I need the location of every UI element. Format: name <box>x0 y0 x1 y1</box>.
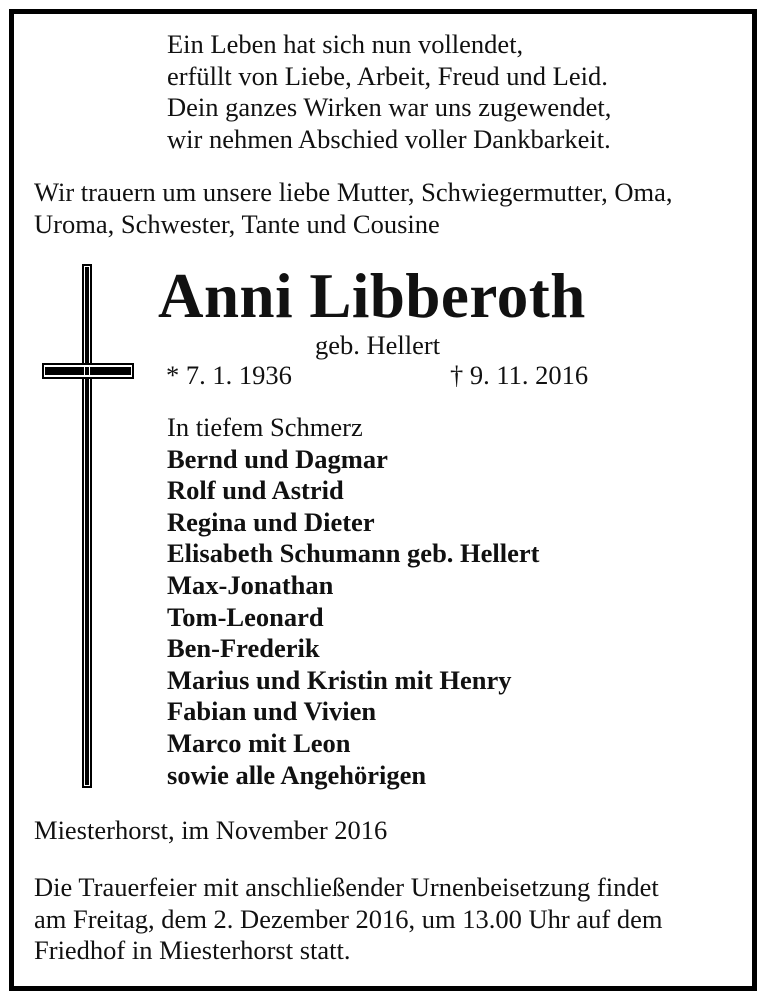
mourner-name: Tom-Leonard <box>167 601 324 632</box>
place-date: Miesterhorst, im November 2016 <box>34 815 388 845</box>
poem-line: Ein Leben hat sich nun vollendet, <box>167 29 524 59</box>
mourner-name: Ben-Frederik <box>167 633 320 664</box>
mourner-name: Max-Jonathan <box>167 569 334 600</box>
birth-date: * 7. 1. 1936 <box>166 360 292 390</box>
intro-line: Uroma, Schwester, Tante und Cousine <box>34 208 440 239</box>
cross-icon <box>40 260 136 792</box>
service-line: Die Trauerfeier mit anschließender Urnenbeisetzung findet <box>34 872 659 902</box>
birth-name: geb. Hellert <box>315 330 441 360</box>
mourners-heading: In tiefem Schmerz <box>167 412 363 442</box>
mourner-name: Marco mit Leon <box>167 727 351 758</box>
mourner-name: Marius und Kristin mit Henry <box>167 664 512 695</box>
service-line: Friedhof in Miesterhorst statt. <box>34 935 351 966</box>
death-date: † 9. 11. 2016 <box>450 360 589 390</box>
deceased-name: Anni Libberoth <box>158 261 586 331</box>
mourning-intro <box>34 177 672 240</box>
intro-line: Wir trauern um unsere liebe Mutter, Schwiegermutter, Oma, <box>34 177 673 207</box>
poem-line: erfüllt von Liebe, Arbeit, Freud und Leid. <box>167 60 608 91</box>
service-line: am Freitag, dem 2. Dezember 2016, um 13.00 Uhr auf dem <box>34 903 663 934</box>
mourner-name: sowie alle Angehörigen <box>167 759 427 790</box>
mourner-name: Elisabeth Schumann geb. Hellert <box>167 538 540 569</box>
poem-line: wir nehmen Abschied voller Dankbarkeit. <box>167 123 611 154</box>
mourner-name: Bernd und Dagmar <box>167 443 388 474</box>
poem-line: Dein ganzes Wirken war uns zugewendet, <box>167 92 612 123</box>
mourner-name: Regina und Dieter <box>167 506 375 537</box>
mourners-list <box>167 412 540 791</box>
funeral-service-info <box>34 872 662 967</box>
mourner-name: Fabian und Vivien <box>167 696 377 727</box>
mourner-name: Rolf und Astrid <box>167 475 344 506</box>
poem <box>167 29 611 155</box>
